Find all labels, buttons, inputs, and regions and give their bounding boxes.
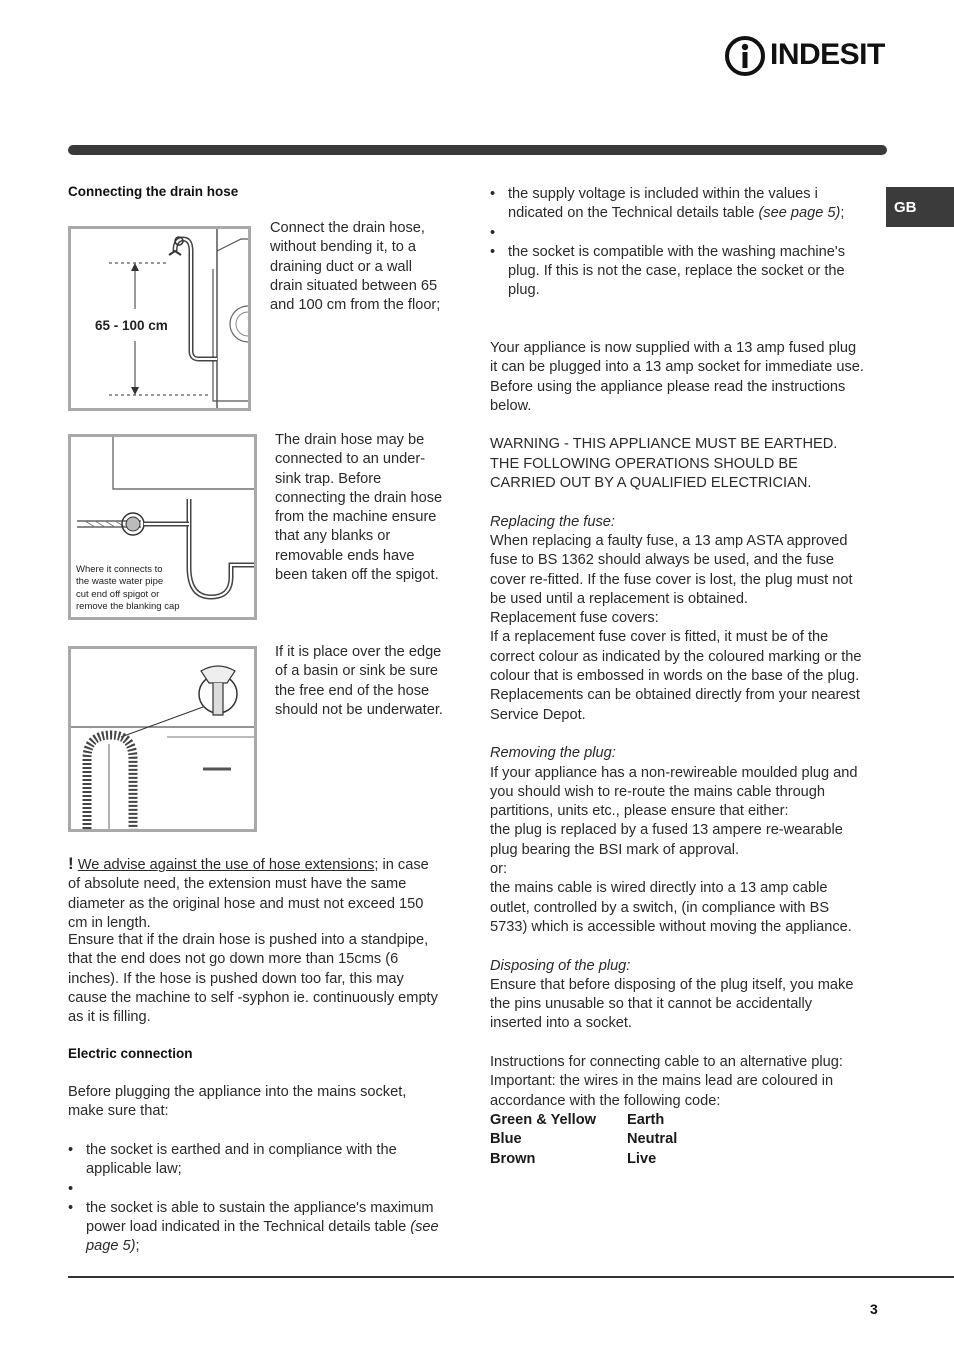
figure-sink-trap: [68, 434, 257, 620]
figure-basin: [68, 646, 257, 832]
logo-mark-icon: [724, 34, 768, 78]
plug-supplied-text: Your appliance is now supplied with a 13 amp fused plug it can be plugged into a 13 amp socket for immediate use. Before using the appliance please read the instructions below.: [490, 340, 864, 414]
top-divider: [68, 145, 887, 155]
check-plug-compatible: • the socket is compatible with the washing machine's plug. If this is not the case, replace the socket or the plug.: [490, 243, 852, 301]
electric-checklist-left: [68, 1141, 440, 1257]
right-column-text: [490, 339, 864, 1169]
wire-colour-table: [490, 1111, 677, 1170]
remove-plug-text: If your appliance has a non-rewireable moulded plug and you should wish to re-route the mains cable through partitions, units etc., please ensure that either:: [490, 764, 858, 820]
basin-illustration: [71, 649, 254, 829]
wire-row: Blue Neutral: [490, 1131, 678, 1148]
warning-mark: !: [68, 854, 74, 873]
electric-heading: Electric connection: [68, 1046, 193, 1061]
earthing-warning: WARNING - THIS APPLIANCE MUST BE EARTHED. THE FOLLOWING OPERATIONS SHOULD BE CARRIED OUT BY A QUALIFIED ELECTRICIAN.: [490, 436, 838, 492]
check-power-load: • the socket is able to sustain the appliance's maximum power load indicated in the Technical details table (see page 5);: [68, 1199, 440, 1257]
bottom-divider: [68, 1276, 954, 1278]
figure-wall-drain: [68, 226, 251, 411]
alt-plug-instructions: Instructions for connecting cable to an alternative plug:: [490, 1053, 843, 1070]
wire-row: Brown Live: [490, 1150, 657, 1167]
dispose-plug-heading: Disposing of the plug:: [490, 957, 631, 974]
remove-plug-option-b: the mains cable is wired directly into a 13 amp cable outlet, controlled by a switch, (in compliance with BS 5733) which is accessible without moving the appliance.: [490, 880, 852, 935]
drain-text-3: If it is place over the edge of a basin or sink be sure the free end of the hose should not be underwater.: [275, 644, 443, 718]
fuse-text: When replacing a faulty fuse, a 13 amp ASTA approved fuse to BS 1362 should always be used, and the fuse cover re-fitted. If the fuse cover is lost, the plug must not be used until a replacement is obtained.: [490, 532, 853, 607]
standpipe-text: Ensure that if the drain hose is pushed into a standpipe, that the end does not go down more than 15cms (6 inches). If the hose is pushed down too far, this may cause the machine to self -syphon ie. continuously empty as it is filling.: [68, 932, 438, 1026]
fuse-cover-heading: Replacement fuse covers:: [490, 610, 659, 627]
dispose-plug-text: Ensure that before disposing of the plug itself, you make the pins unusable so that it cannot be accidentally inserted into a socket.: [490, 976, 854, 1032]
language-tab: GB: [886, 187, 954, 227]
brand-name: INDESIT: [770, 38, 885, 71]
electric-intro: Before plugging the appliance into the mains socket, make sure that:: [68, 1084, 407, 1120]
check-voltage: • the supply voltage is included within the values i ndicated on the Technical details table (see page 5);: [490, 185, 852, 224]
check-earthed: • the socket is earthed and in compliance with the applicable law;: [68, 1141, 440, 1180]
figure-caption: Where it connects to the waste water pipe cut end off spigot or remove the blanking cap: [76, 564, 180, 612]
remove-plug-or: or:: [490, 861, 508, 878]
drain-text-1: Connect the drain hose, without bending it, to a draining duct or a wall drain situated between 65 and 100 cm from the floor;: [270, 220, 441, 314]
indesit-logo: [724, 34, 889, 78]
remove-plug-option-a: the plug is replaced by a fused 13 ampere re-wearable plug bearing the BSI mark of approval.: [490, 822, 843, 858]
remove-plug-heading: Removing the plug:: [490, 745, 616, 762]
wire-row: Green & Yellow Earth: [490, 1111, 665, 1128]
drain-heading: Connecting the drain hose: [68, 184, 239, 199]
fuse-heading: Replacing the fuse:: [490, 513, 615, 530]
height-label: 65 - 100 cm: [95, 318, 168, 333]
wire-colour-intro: Important: the wires in the mains lead are coloured in accordance with the following code:: [490, 1073, 834, 1109]
drain-text-2: The drain hose may be connected to an under-sink trap. Before connecting the drain hose from the machine ensure that any blanks or removable ends have been taken off the spigot.: [275, 432, 443, 584]
hose-extension-note: We advise against the use of hose extensions: [77, 857, 375, 873]
electric-checklist-right: [490, 185, 852, 301]
hose-extension-warning: ! We advise against the use of hose extensions; in case of absolute need, the extension must have the same diameter as the original hose and must not exceed 150 cm in length.: [68, 854, 429, 931]
page-number: 3: [870, 1301, 878, 1317]
fuse-cover-text: If a replacement fuse cover is fitted, it must be of the correct colour as indicated by the coloured marking or the colour that is embossed in words on the base of the plug. Replacements can be obtained directly from your nearest Service Depot.: [490, 629, 862, 723]
